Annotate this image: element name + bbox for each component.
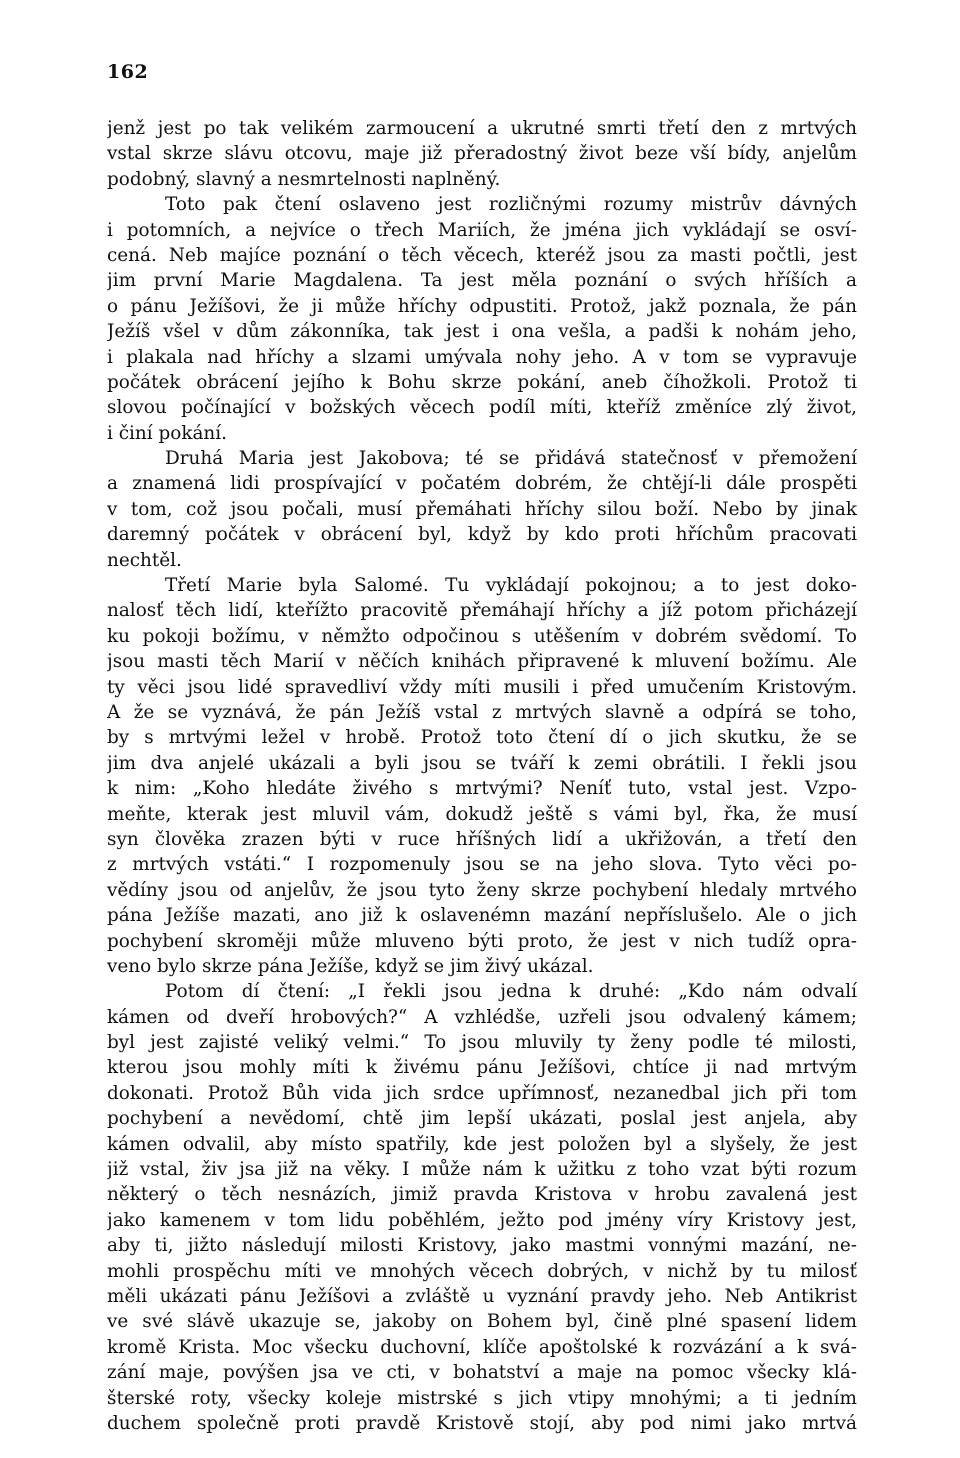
text-line: vědíny jsou od anjelův, že jsou tyto ženy skrze pochybení hledaly mrtvého xyxy=(107,879,857,901)
text-line: i plakala nad hříchy a slzami umývala nohy jeho. A v tom se vypravuje xyxy=(107,346,857,368)
text-line: Toto pak čtení oslaveno jest rozličnými rozumy mistrův dávných xyxy=(165,194,857,216)
text-line: veno bylo skrze pána Ježíše, když se jim živý ukázal. xyxy=(107,955,594,977)
page-number: 162 xyxy=(107,61,149,83)
text-line: jenž jest po tak velikém zarmoucení a ukrutné smrti třetí den z mrtvých xyxy=(107,118,857,139)
text-line: z mrtvých vstáti.“ I rozpomenuly jsou se na jeho slova. Tyto věci po- xyxy=(107,854,857,876)
text-line: i potomních, a nejvíce o třech Mariích, že jména jich vykládají se osví- xyxy=(107,219,857,241)
text-line: pána Ježíše mazati, ano již k oslavenémn mazání nepříslušelo. Ale o jich xyxy=(107,905,857,927)
text-line: cená. Neb majíce poznání o těch věcech, kteréž jsou za masti počtli, jest xyxy=(107,244,857,266)
text-line: nechtěl. xyxy=(107,549,182,571)
text-line: jim první Marie Magdalena. Ta jest měla poznání o svých hříších a xyxy=(107,270,857,292)
text-line: počátek obrácení jejího k Bohu skrze pokání, aneb číhožkoli. Protož ti xyxy=(107,371,857,393)
text-line: mohli prospěchu míti ve mnohých věcech dobrých, v nichž by tu milosť xyxy=(107,1260,857,1282)
text-line: Potom dí čtení: „I řekli jsou jedna k druhé: „Kdo nám odvalí xyxy=(165,981,857,1003)
text-line: ku pokoji božímu, v němžto odpočinou s utěšením v dobrém svědomí. To xyxy=(107,625,857,647)
text-line: duchem společně proti pravdě Kristově stojí, aby pod nimi jako mrtvá xyxy=(107,1412,857,1434)
text-line: meňte, kterak jest mluvil vám, dokudž ještě s vámi byl, řka, že musí xyxy=(107,803,857,825)
text-line: kámen odvalil, aby místo spatřily, kde jest položen byl a slyšely, že jest xyxy=(107,1133,857,1155)
text-line: Třetí Marie byla Salomé. Tu vykládají pokojnou; a to jest doko- xyxy=(165,575,857,597)
text-line: jsou masti těch Marií v něčích knihách připravené k mluvení božímu. Ale xyxy=(107,651,857,673)
text-line: by s mrtvými ležel v hrobě. Protož toto čtení dí o jich skutku, že se xyxy=(107,727,857,749)
text-line: byl jest zajisté veliký velmi.“ To jsou mluvily ty ženy podle té milosti, xyxy=(107,1032,857,1054)
text-line: měli ukázati pánu Ježíšovi a zvláště u vyznání pravdy jeho. Neb Antikrist xyxy=(107,1285,857,1307)
text-line: jako kamenem v tom lidu poběhlém, ježto pod jmény víry Kristovy jest, xyxy=(107,1209,857,1231)
text-line: jim dva anjelé ukázali a byli jsou se tváří k zemi obrátili. I řekli jsou xyxy=(107,752,857,774)
text-line: slovou počínající v božských věcech podíl míti, kteříž změníce zlý život, xyxy=(107,397,857,419)
text-line: vstal skrze slávu otcovu, maje již přeradostný život beze vší bídy, anjelům xyxy=(107,143,857,165)
text-line: šterské roty, všecky koleje mistrské s jich vtipy mnohými; a ti jedním xyxy=(107,1387,857,1409)
text-line: aby ti, jižto následují milosti Kristovy, jako mastmi vonnými mazání, ne- xyxy=(107,1235,857,1257)
text-line: v tom, což jsou počali, musí přemáhati hříchy silou boží. Nebo by jinak xyxy=(107,498,857,520)
text-line: nalosť těch lidí, kteřížto pracovitě přemáhají hříchy a jíž potom přicházejí xyxy=(107,600,857,622)
text-line: i činí pokání. xyxy=(107,422,228,444)
text-line: dokonati. Protož Bůh vida jich srdce upřímnosť, nezanedbal jich při tom xyxy=(107,1082,857,1104)
text-line: syn člověka zrazen býti v ruce hříšných lidí a ukřižován, a třetí den xyxy=(107,828,857,850)
text-line: již vstal, živ jsa již na věky. I může nám k užitku z toho vzat býti rozum xyxy=(107,1159,857,1181)
text-line: kterou jsou mohly míti k živému pánu Ježíšovi, chtíce ji nad mrtvým xyxy=(107,1057,857,1079)
text-line: Druhá Maria jest Jakobova; té se přidává statečnosť v přemožení xyxy=(165,448,857,470)
text-line: zání maje, povýšen jsa ve cti, v bohatství a maje na pomoc všecky klá- xyxy=(107,1362,857,1384)
text-line: a znamená lidi prospívající v počatém dobrém, že chtějí-li dále prospěti xyxy=(107,473,857,495)
text-line: některý o těch nesnázích, jimiž pravda Kristova v hrobu zavalená jest xyxy=(107,1184,857,1206)
text-line: pochybení skroměji může mluveno býti proto, že jest v nich tudíž opra- xyxy=(107,930,857,952)
text-line: kámen od dveří hrobových?“ A vzhlédše, uzřeli jsou odvalený kámem; xyxy=(107,1006,857,1028)
body-text xyxy=(107,116,857,1436)
text-line: k nim: „Koho hledáte živého s mrtvými? Neníť tuto, vstal jest. Vzpo- xyxy=(107,778,857,800)
text-line: ty věci jsou lidé spravedliví vždy míti musili i před umučením Kristovým. xyxy=(107,676,857,698)
text-line: ve své slávě ukazuje se, jakoby on Bohem byl, čině plné spasení lidem xyxy=(107,1311,857,1333)
text-line: kromě Krista. Moc všecku duchovní, klíče apoštolské k rozvázání a k svá- xyxy=(107,1336,857,1358)
text-line: pochybení a nevědomí, chtě jim lepší ukázati, poslal jest anjela, aby xyxy=(107,1108,857,1130)
text-line: daremný počátek v obrácení byl, když by kdo proti hříchům pracovati xyxy=(107,524,857,546)
text-line: podobný, slavný a nesmrtelnosti naplněný. xyxy=(107,168,501,190)
text-line: Ježíš všel v dům zákonníka, tak jest i ona vešla, a padši k nohám jeho, xyxy=(107,321,857,343)
text-line: o pánu Ježíšovi, že ji může hříchy odpustiti. Protož, jakž poznala, že pán xyxy=(107,295,857,317)
text-line: A že se vyznává, že pán Ježíš vstal z mrtvých slavně a odpírá se toho, xyxy=(107,701,857,723)
